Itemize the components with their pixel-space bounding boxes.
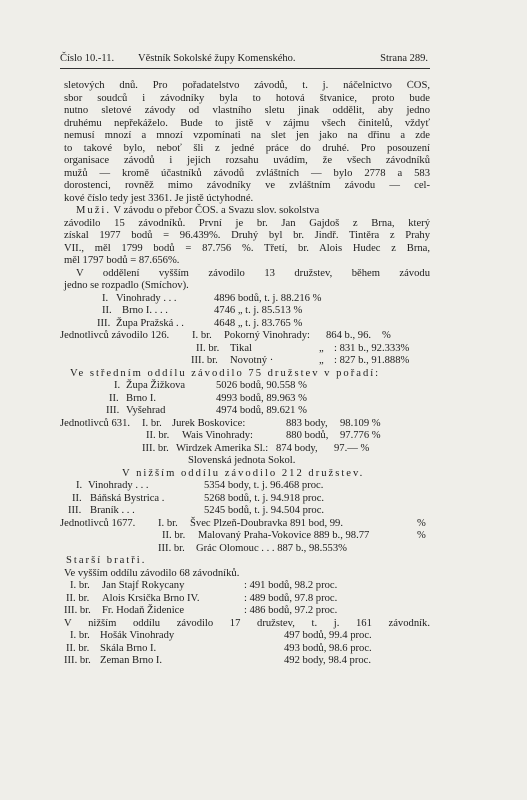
- veteran-row: [64, 593, 430, 606]
- individual-points: : 831 b., 92.333%: [334, 342, 410, 354]
- text-line: nutno sletové závody od vlastního sletu jinak oddělit, aby jedno: [64, 105, 430, 116]
- team-name: Braník . . .: [90, 505, 135, 516]
- team-points: 4974 bodů, 89.621 %: [216, 405, 307, 416]
- text-line: mužů — kromě účastníků závodů zvláštních — bylo 2778 a 583: [64, 167, 430, 179]
- veteran-name: Hošák Vinohrady: [100, 630, 175, 641]
- individual-name: Wais Vinohrady:: [182, 430, 253, 441]
- veteran-rank: III. br.: [64, 655, 91, 666]
- team-points: 5026 bodů, 90.558 %: [216, 380, 307, 391]
- individual-label: Jednotlivců závodilo 126.: [60, 330, 170, 341]
- ditto-mark: „: [319, 342, 324, 354]
- team-name: Brno I.: [126, 392, 157, 404]
- team-points: 5354 body, t. j. 96.468 proc.: [204, 480, 324, 491]
- individual-row: [64, 343, 430, 356]
- text-line: to takové bylo, neboť šli z jedné práce do druhé. Pro posouzení: [64, 142, 430, 154]
- team-points: 5268 bodů, t. j. 94.918 proc.: [204, 492, 325, 504]
- text-line: závodilo 15 závodníků. První je br. Jan Gajdoš z Brna, který: [64, 217, 430, 229]
- individual-percent: %: [417, 517, 426, 529]
- ditto-mark: „: [319, 355, 324, 366]
- individual-points: 864 b., 96.: [326, 330, 372, 341]
- team-row: [64, 493, 430, 506]
- veteran-row: [64, 655, 430, 668]
- veteran-points: : 491 bodů, 98.2 proc.: [244, 580, 338, 591]
- veteran-points: 492 body, 98.4 proc.: [284, 655, 371, 666]
- individual-rank: II. br.: [196, 342, 220, 354]
- team-name: Župa Pražská . .: [116, 317, 184, 329]
- text-line: sbor soudců i závodníky byla to hotová štvanice, proto bude: [64, 92, 430, 104]
- text-line: jedno se rozpadlo (Smíchov).: [64, 280, 189, 291]
- veteran-rank: I. br.: [70, 580, 90, 591]
- individual-rank: III. br.: [142, 442, 169, 454]
- individual-row: [60, 330, 430, 343]
- team-rank: II.: [102, 305, 112, 316]
- individual-percent: 97.776 %: [340, 430, 381, 441]
- veteran-rank: I. br.: [70, 630, 90, 641]
- article-body: [60, 80, 430, 668]
- team-row: [64, 405, 430, 418]
- muzi-heading: Muži.: [76, 205, 112, 216]
- text-line: V oddělení vyšším závodilo 13 družstev, během závodu: [76, 267, 430, 279]
- team-rank: I.: [102, 292, 109, 304]
- muzi-line: [64, 205, 430, 218]
- individual-name: Pokorný Vinohrady:: [224, 330, 310, 341]
- veteran-name: Fr. Hodaň Židenice: [102, 605, 185, 616]
- individual-percent: %: [382, 330, 391, 341]
- individual-rank: III. br.: [158, 542, 185, 554]
- individual-name: Novotný ·: [230, 355, 274, 366]
- veteran-name: Jan Stajf Rokycany: [102, 580, 185, 591]
- team-points: 5245 bodů, t. j. 94.504 proc.: [204, 505, 325, 516]
- text-line: V nižším oddílu závodilo 17 družstev, t. j. 161 závodník.: [64, 617, 430, 629]
- team-row: [64, 380, 430, 393]
- team-name: Vinohrady . . .: [116, 292, 177, 304]
- team-row: [64, 318, 430, 331]
- individual-points: 880 bodů,: [286, 430, 329, 441]
- team-rank: III.: [68, 505, 82, 516]
- text-line: dorostenci, rovněž mimo závodníky ve zvláštním závodu — cel-: [64, 180, 430, 191]
- team-row: [64, 480, 430, 493]
- text-line: VII., měl 1799 bodů = 87.756 %. Třetí, br. Alois Hudec z Brna,: [64, 242, 430, 254]
- team-name: Brno I. . . .: [122, 305, 168, 316]
- team-name: Báňská Bystrica .: [90, 492, 165, 504]
- veteran-name: Skála Brno I.: [100, 642, 157, 654]
- individual-rank: I. br.: [158, 517, 178, 529]
- veteran-rank: III. br.: [64, 605, 91, 616]
- text-line: Ve vyšším oddílu závodilo 68 závodníků.: [64, 567, 240, 579]
- veteran-row: [64, 605, 430, 618]
- individual-rank: II. br.: [146, 430, 170, 441]
- individual-label: Jednotlivců 631.: [60, 417, 131, 429]
- issue-number: Číslo 10.-11.: [60, 53, 115, 64]
- note-line: [64, 455, 430, 468]
- individual-row: [64, 543, 430, 556]
- text-line: organisace závodů i jejich rozsahu uvádím, že všech závodníků: [64, 155, 430, 166]
- individual-percent: %: [417, 530, 426, 541]
- individual-name: Malovaný Praha-Vokovice 889 b., 98.77: [198, 530, 370, 541]
- veteran-row: [64, 643, 430, 656]
- individual-name: Švec Plzeň-Doubravka 891 bod, 99.: [190, 517, 343, 529]
- veteran-points: 497 bodů, 99.4 proc.: [284, 630, 372, 641]
- header-rule: [60, 68, 430, 69]
- individual-name: Grác Olomouc . . . 887 b., 98.553%: [196, 542, 347, 554]
- individual-rank: I. br.: [192, 330, 212, 341]
- individual-row: [64, 530, 430, 543]
- individual-name: Jurek Boskovice:: [172, 417, 246, 429]
- individual-row: [64, 355, 430, 368]
- team-row: [64, 293, 430, 306]
- individual-name: Tikal: [230, 342, 252, 354]
- individual-points: 883 body,: [286, 417, 328, 429]
- team-rank: I.: [114, 380, 121, 391]
- veteran-rank: II. br.: [66, 592, 90, 604]
- page-number: Strana 289.: [380, 53, 428, 64]
- team-rank: II.: [109, 392, 119, 404]
- veteran-points: : 489 bodů, 97.8 proc.: [244, 592, 338, 604]
- veteran-points: : 486 bodů, 97.2 proc.: [244, 605, 338, 616]
- section-heading: Starší bratři.: [66, 555, 147, 566]
- veteran-row: [64, 630, 430, 643]
- team-rank: III.: [97, 317, 111, 329]
- team-rank: II.: [72, 492, 82, 504]
- individual-row: [64, 443, 430, 456]
- individual-rank: I. br.: [142, 417, 162, 429]
- note-text: Slovenská jednota Sokol.: [188, 455, 296, 466]
- team-points: 4648 „ t. j. 83.765 %: [214, 317, 303, 329]
- team-row: [64, 393, 430, 406]
- text-line: měl 1797 bodů = 87.656%.: [64, 255, 180, 266]
- individual-row: [60, 517, 430, 531]
- section-heading: V nižším oddílu závodilo 212 družstev.: [122, 467, 365, 479]
- team-points: 4993 bodů, 89.963 %: [216, 392, 307, 404]
- individual-percent: 98.109 %: [340, 417, 381, 429]
- team-name: Vinohrady . . .: [88, 480, 149, 491]
- team-rank: I.: [76, 480, 83, 491]
- team-row: [64, 505, 430, 518]
- journal-title: Věstník Sokolské župy Komenského.: [138, 53, 296, 64]
- veteran-name: Zeman Brno I.: [100, 655, 163, 666]
- veteran-row: [64, 580, 430, 593]
- individual-percent: 97.— %: [334, 442, 370, 454]
- text-line: druhému nepřekáželo. Bude to jistě v zájmu všech činitelů, vždyť: [64, 117, 430, 129]
- individual-row: [60, 417, 430, 431]
- individual-points: 874 body,: [276, 442, 318, 454]
- veteran-points: 493 bodů, 98.6 proc.: [284, 642, 372, 654]
- veteran-rank: II. br.: [66, 642, 90, 654]
- team-row: [64, 305, 430, 318]
- muzi-text: V závodu o přebor ČOS. a Svazu slov. sokolstva: [111, 205, 320, 216]
- text-line: získal 1977 bodů = 96.439%. Druhý byl br. Jindř. Tintěra z Prahy: [64, 230, 430, 241]
- individual-rank: III. br.: [191, 355, 218, 366]
- individual-row: [64, 430, 430, 443]
- text-line: kové číslo tedy jest 3361. Je jistě úctyhodné.: [64, 192, 254, 204]
- team-points: 4896 bodů, t. j. 88.216 %: [214, 292, 322, 304]
- team-name: Vyšehrad: [126, 405, 166, 416]
- section-heading: Ve středním oddílu závodilo 75 družstev v pořadí:: [70, 367, 381, 379]
- individual-label: Jednotlivců 1677.: [60, 517, 136, 529]
- individual-points: : 827 b., 91.888%: [334, 355, 410, 366]
- text-line: sletových dnů. Pro pořadatelstvo závodů, t. j. náčelnictvo ČOS,: [64, 80, 430, 91]
- team-points: 4746 „ t. j. 85.513 %: [214, 305, 303, 316]
- veteran-name: Alois Krsička Brno IV.: [102, 592, 200, 604]
- individual-name: Wirdzek Amerika Sl.:: [176, 442, 269, 454]
- team-rank: III.: [106, 405, 120, 416]
- text-line: nemusí mnozí a mnozí vzpomínati na slet jen jako na dřinu a zde: [64, 130, 430, 141]
- team-name: Župa Žižkova: [126, 380, 186, 391]
- individual-rank: II. br.: [162, 530, 186, 541]
